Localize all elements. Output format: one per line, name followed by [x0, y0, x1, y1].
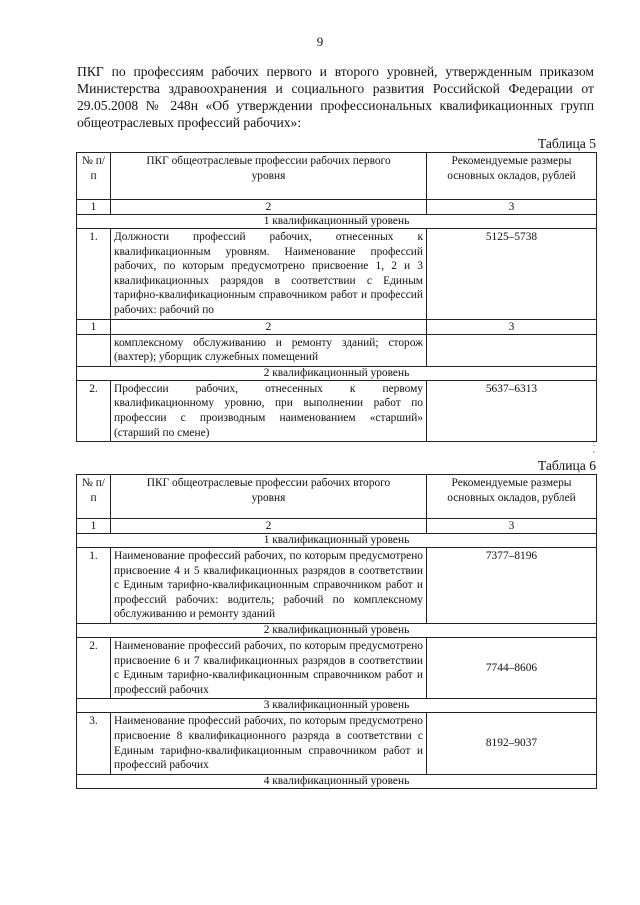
table6-row3-salary: 8192–9037 [427, 713, 597, 774]
table6-row3-text: Наименование профессий рабочих, по которым предусмотрено присвоение 8 квалификационного разряда в соответствии с Единым тарифно-квалификационным справочником работ и профессий рабочих [111, 713, 427, 774]
table6-row1 [77, 548, 597, 624]
table6-level-row [77, 534, 597, 548]
table5-row2 [77, 380, 597, 441]
table5-row1-cont-num [77, 334, 111, 366]
table5-row1-cont-salary [427, 334, 597, 366]
table6-row3 [77, 713, 597, 774]
intro-paragraph: ПКГ по профессиям рабочих первого и второго уровней, утвержденным приказом Министерства здравоохранения и социального развития Российской Федерации от 29.05.2008 № 248н «Об утверждении профессиональных квалификационных групп общеотраслевых профессий рабочих»: [77, 64, 594, 130]
table6-level-row [77, 774, 597, 788]
table6-header-row [77, 475, 597, 519]
table6-level1: 1 квалификационный уровень [77, 534, 597, 548]
table5-index-3: 3 [427, 200, 597, 215]
table5-index-2: 2 [111, 200, 427, 215]
table6-index-row [77, 519, 597, 534]
table5-row1-text-part2: комплексному обслуживанию и ремонту зданий; сторож (вахтер); уборщик служебных помещений [111, 334, 427, 366]
table5-row1-text-part1: Должности профессий рабочих, отнесенных к квалификационным уровням. Наименование профессий рабочих, по которым предусмотрено присвоение 1, 2 и 3 квалификационных разрядов в соответствии с Единым тарифно-квалификационным справочником работ и профессий рабочих: рабочий по [111, 229, 427, 320]
table6-level3: 3 квалификационный уровень [77, 699, 597, 713]
table5-index-1: 1 [77, 200, 111, 215]
table5-index-repeat-1: 1 [77, 319, 111, 334]
table5-header-row [77, 153, 597, 200]
table5-level-row [77, 215, 597, 229]
table5-row2-num: 2. [77, 380, 111, 441]
table6-level4: 4 квалификационный уровень [77, 774, 597, 788]
table5-index-row [77, 200, 597, 215]
margin-mark: : , [593, 440, 595, 454]
table5-row2-salary: 5637–6313 [427, 380, 597, 441]
page-number: 9 [316, 34, 324, 49]
table5-level1: 1 квалификационный уровень [77, 215, 597, 229]
table6-row2-text: Наименование профессий рабочих, по которым предусмотрено присвоение 6 и 7 квалификационных разрядов в соответствии с Единым тарифно-квалификационным справочником работ и профессий рабочих [111, 637, 427, 698]
table6-index-3: 3 [427, 519, 597, 534]
table6-header-name: ПКГ общеотраслевые профессии рабочих второго уровня [111, 475, 427, 519]
table5-index-repeat-2: 2 [111, 319, 427, 334]
table5-row2-text: Профессии рабочих, отнесенных к первому квалификационному уровню, при выполнении работ по профессии с производным наименованием «старший» (старший по смене) [111, 380, 427, 441]
table6-row1-text: Наименование профессий рабочих, по которым предусмотрено присвоение 4 и 5 квалификационных разрядов в соответствии с Единым тарифно-квалификационным справочником работ и профессий рабочих: водитель; рабочий по комплексному обслуживанию и ремонту зданий [111, 548, 427, 624]
table5-index-row-repeat [77, 319, 597, 334]
table5-level-row [77, 366, 597, 380]
table5-header-num: № п/п [77, 153, 111, 200]
table6-header-salary: Рекомендуемые размеры основных окладов, рублей [427, 475, 597, 519]
table6-level-row [77, 623, 597, 637]
table5-row1-salary: 5125–5738 [427, 229, 597, 320]
table6-row2-num: 2. [77, 637, 111, 698]
table6-row3-num: 3. [77, 713, 111, 774]
table6-level2: 2 квалификационный уровень [77, 623, 597, 637]
table5-header-salary: Рекомендуемые размеры основных окладов, рублей [427, 153, 597, 200]
table6 [76, 474, 597, 789]
table5 [76, 152, 597, 442]
table6-caption: Таблица 6 [537, 458, 596, 473]
table5-header-name: ПКГ общеотраслевые профессии рабочих первого уровня [111, 153, 427, 200]
table5-index-repeat-3: 3 [427, 319, 597, 334]
table6-row1-salary: 7377–8196 [427, 548, 597, 624]
table6-header-num: № п/п [77, 475, 111, 519]
table6-index-1: 1 [77, 519, 111, 534]
table5-row1 [77, 229, 597, 320]
table6-row2-salary: 7744–8606 [427, 637, 597, 698]
table6-row2 [77, 637, 597, 698]
table5-row1-num: 1. [77, 229, 111, 320]
table5-level2: 2 квалификационный уровень [77, 366, 597, 380]
table6-index-2: 2 [111, 519, 427, 534]
table5-row1-continued [77, 334, 597, 366]
table5-caption: Таблица 5 [537, 136, 596, 151]
table6-row1-num: 1. [77, 548, 111, 624]
table6-level-row [77, 699, 597, 713]
